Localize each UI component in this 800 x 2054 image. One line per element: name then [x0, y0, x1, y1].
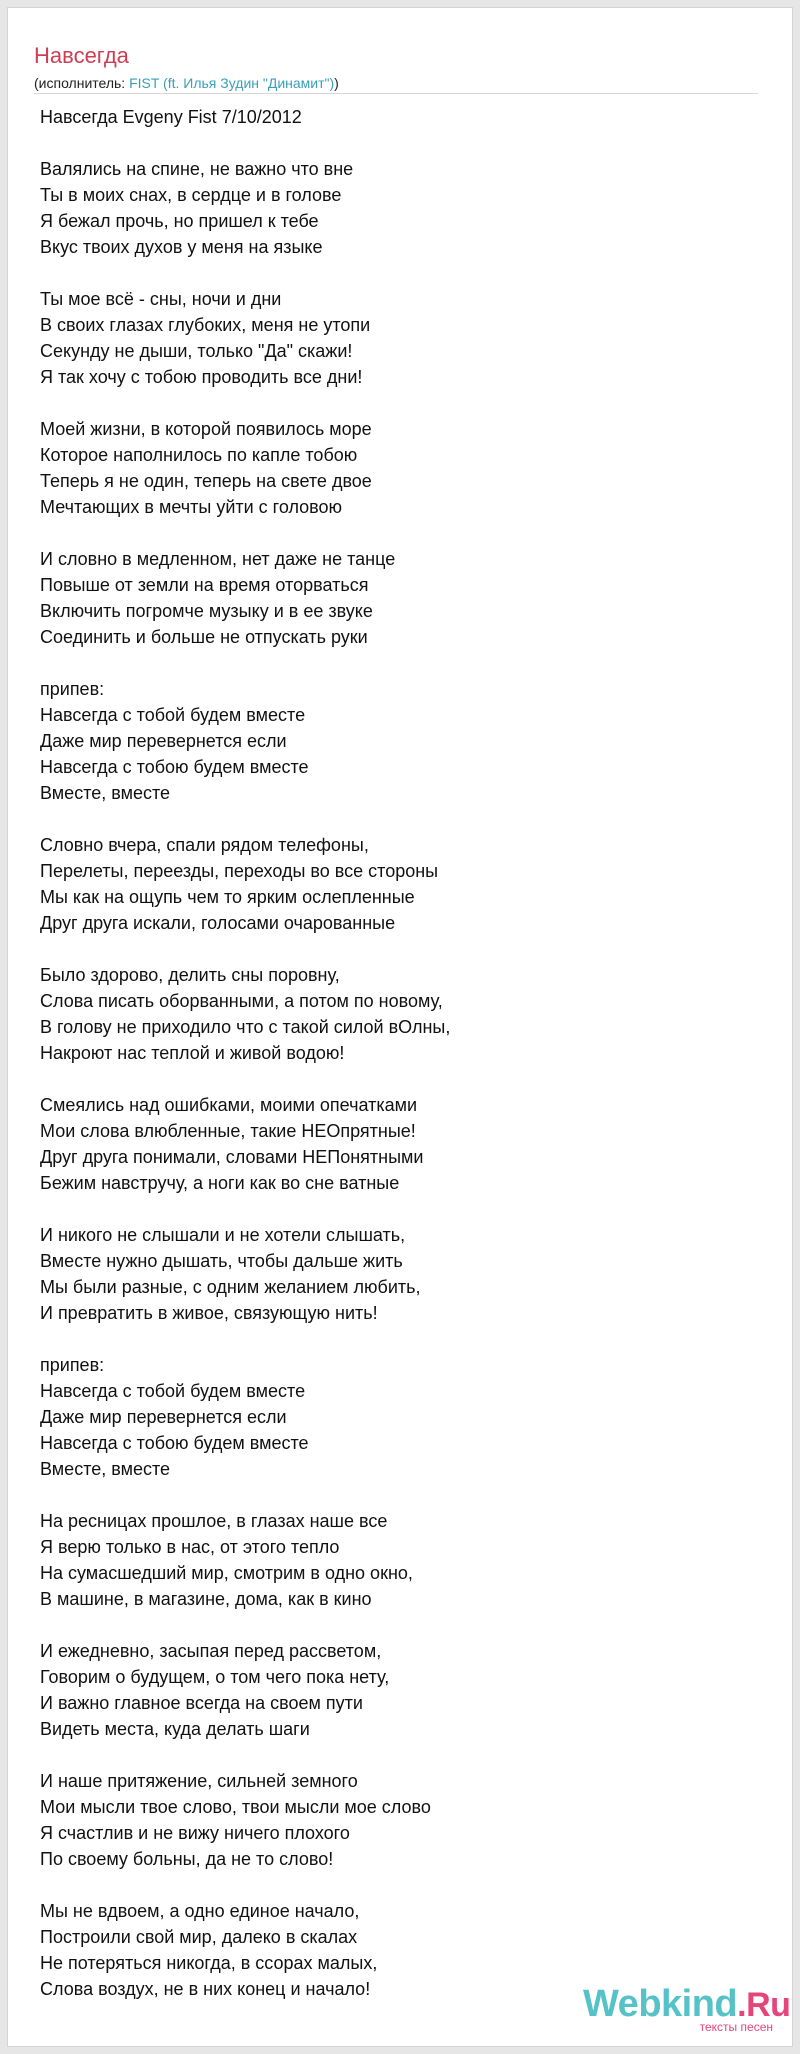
lyric-line: Не потеряться никогда, в ссорах малых,	[40, 1953, 378, 1973]
lyric-line: Включить погромче музыку и в ее звуке	[40, 601, 373, 621]
lyric-line: Мы не вдвоем, а одно единое начало,	[40, 1901, 360, 1921]
artist-line	[34, 74, 339, 92]
lyric-line: Теперь я не один, теперь на свете двое	[40, 471, 372, 491]
lyric-line: Друг друга искали, голосами очарованные	[40, 913, 396, 933]
lyric-line: Слова воздух, не в них конец и начало!	[40, 1979, 371, 1999]
lyric-line: И ежедневно, засыпая перед рассветом,	[40, 1641, 382, 1661]
lyric-line: Смеялись над ошибками, моими опечатками	[40, 1095, 418, 1115]
lyric-line: Я верю только в нас, от этого тепло	[40, 1537, 340, 1557]
lyric-line: И важно главное всегда на своем пути	[40, 1693, 363, 1713]
lyric-line: Которое наполнилось по капле тобою	[40, 445, 358, 465]
lyric-line: Накроют нас теплой и живой водою!	[40, 1043, 345, 1063]
lyric-line: В своих глазах глубоких, меня не утопи	[40, 315, 371, 335]
lyric-line: Навсегда с тобою будем вместе	[40, 1433, 309, 1453]
lyrics-text	[40, 104, 760, 2002]
lyric-line: В голову не приходило что с такой силой вОлны,	[40, 1017, 451, 1037]
stanza-gap	[40, 1612, 760, 1638]
webkind-logo	[583, 1982, 791, 2034]
lyric-line: Соединить и больше не отпускать руки	[40, 627, 368, 647]
header-divider	[34, 93, 758, 94]
lyric-line: И наше притяжение, сильней земного	[40, 1771, 358, 1791]
lyric-line: Секунду не дыши, только "Да" скажи!	[40, 341, 353, 361]
lyric-line: И словно в медленном, нет даже не танце	[40, 549, 396, 569]
lyric-line: Бежим навстручу, а ноги как во сне ватные	[40, 1173, 400, 1193]
lyric-line: Ты мое всё - сны, ночи и дни	[40, 289, 282, 309]
logo-word: Webkind	[583, 1983, 738, 2025]
lyric-line: Я счастлив и не вижу ничего плохого	[40, 1823, 350, 1843]
stanza-gap	[40, 1872, 760, 1898]
lyric-line: Слова писать оборванными, а потом по новому,	[40, 991, 443, 1011]
stanza-gap	[40, 936, 760, 962]
lyric-line: В машине, в магазине, дома, как в кино	[40, 1589, 372, 1609]
lyric-line: На ресницах прошлое, в глазах наше все	[40, 1511, 388, 1531]
lyric-line: По своему больны, да не то слово!	[40, 1849, 334, 1869]
lyric-line: Навсегда с тобой будем вместе	[40, 705, 306, 725]
lyric-line: Ты в моих снах, в сердце и в голове	[40, 185, 342, 205]
lyric-line: припев:	[40, 1355, 105, 1375]
lyric-line: Друг друга понимали, словами НЕПонятными	[40, 1147, 424, 1167]
lyric-line: Вместе, вместе	[40, 783, 171, 803]
stanza-gap	[40, 806, 760, 832]
lyric-line: Навсегда Evgeny Fist 7/10/2012	[40, 107, 302, 127]
lyric-line: припев:	[40, 679, 105, 699]
lyric-line: Видеть места, куда делать шаги	[40, 1719, 310, 1739]
artist-link[interactable]: FIST (ft. Илья Зудин "Динамит")	[129, 75, 335, 91]
lyric-line: Мечтающих в мечты уйти с головою	[40, 497, 343, 517]
lyric-line: Было здорово, делить сны поровну,	[40, 965, 340, 985]
lyric-line: Валялись на спине, не важно что вне	[40, 159, 354, 179]
stanza-gap	[40, 1066, 760, 1092]
lyric-line: Даже мир перевернется если	[40, 731, 287, 751]
lyric-line: Перелеты, переезды, переходы во все стороны	[40, 861, 439, 881]
lyric-line: Мои слова влюбленные, такие НЕОпрятные!	[40, 1121, 416, 1141]
lyric-line: Вместе, вместе	[40, 1459, 171, 1479]
stanza-gap	[40, 520, 760, 546]
artist-prefix: (исполнитель:	[34, 75, 130, 91]
lyric-line: Словно вчера, спали рядом телефоны,	[40, 835, 369, 855]
artist-suffix: )	[334, 75, 339, 91]
stanza-gap	[40, 1196, 760, 1222]
lyric-line: Повыше от земли на время оторваться	[40, 575, 369, 595]
stanza-gap	[40, 650, 760, 676]
logo-tagline: тексты песен	[699, 2020, 773, 2034]
lyric-line: Я бежал прочь, но пришел к тебе	[40, 211, 319, 231]
lyric-line: Говорим о будущем, о том чего пока нету,	[40, 1667, 390, 1687]
lyric-line: На сумасшедший мир, смотрим в одно окно,	[40, 1563, 413, 1583]
lyric-line: Мы были разные, с одним желанием любить,	[40, 1277, 421, 1297]
lyric-line: Построили свой мир, далеко в скалах	[40, 1927, 358, 1947]
lyric-line: Мы как на ощупь чем то ярким ослепленные	[40, 887, 415, 907]
lyric-line: Навсегда с тобою будем вместе	[40, 757, 309, 777]
lyric-line: Навсегда с тобой будем вместе	[40, 1381, 306, 1401]
lyric-line: Мои мысли твое слово, твои мысли мое слово	[40, 1797, 431, 1817]
lyric-line: И превратить в живое, связующую нить!	[40, 1303, 378, 1323]
stanza-gap	[40, 1326, 760, 1352]
lyric-line: И никого не слышали и не хотели слышать,	[40, 1225, 406, 1245]
stanza-gap	[40, 1742, 760, 1768]
lyric-line: Моей жизни, в которой появилось море	[40, 419, 372, 439]
stanza-gap	[40, 260, 760, 286]
stanza-gap	[40, 390, 760, 416]
lyric-line: Я так хочу с тобою проводить все дни!	[40, 367, 363, 387]
lyric-line: Даже мир перевернется если	[40, 1407, 287, 1427]
lyric-line: Вкус твоих духов у меня на языке	[40, 237, 323, 257]
lyric-line: Вместе нужно дышать, чтобы дальше жить	[40, 1251, 403, 1271]
stanza-gap	[40, 130, 760, 156]
stanza-gap	[40, 1482, 760, 1508]
logo-tld: .Ru	[737, 1986, 791, 2024]
song-title: Навсегда	[34, 43, 129, 68]
